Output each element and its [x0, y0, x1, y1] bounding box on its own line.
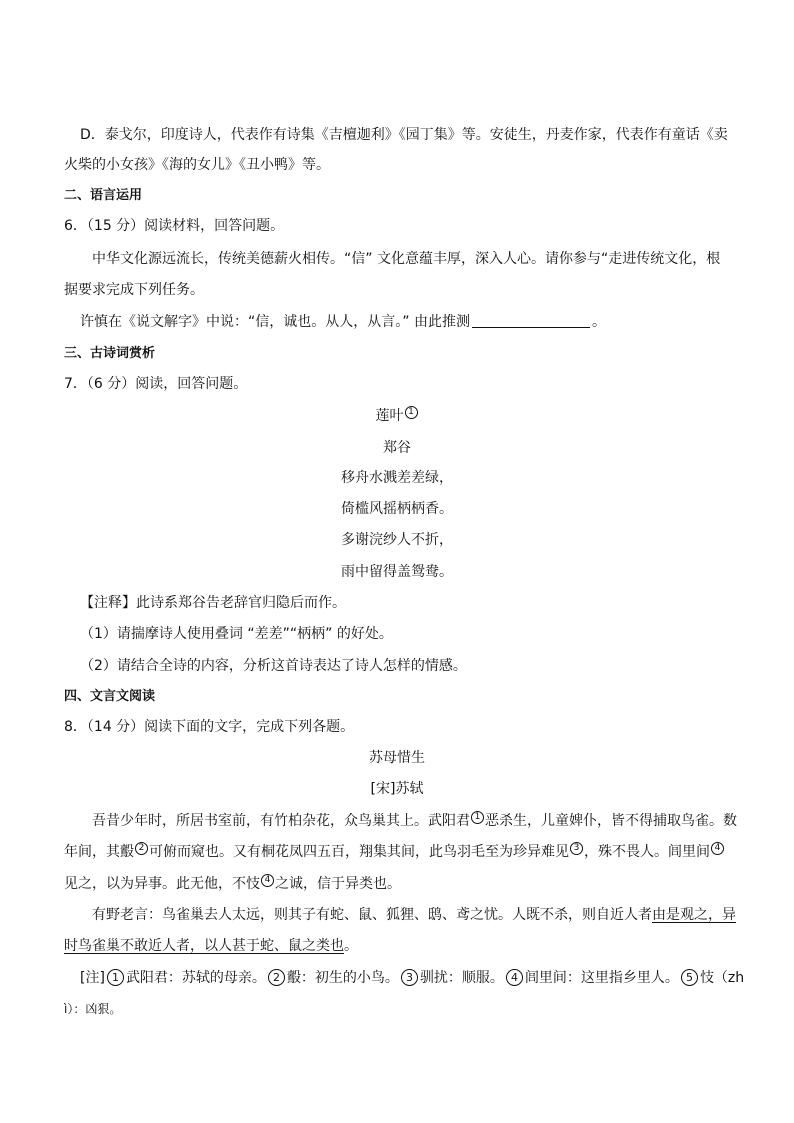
text: 吾昔少年时，所居书室前，有竹柏杂花，众鸟巢其上。武阳君	[92, 813, 470, 829]
passage-notes-line2: ì）：凶狠。	[64, 1002, 122, 1016]
passage-p1-line3	[64, 874, 401, 894]
passage-author: [宋]苏轼	[370, 781, 424, 797]
text: 之诚，信于异类也。	[275, 876, 401, 892]
footnote-marker-1: 1	[405, 406, 418, 419]
poem-line-2: 倚槛风摇柄柄香。	[341, 501, 453, 517]
text: 。	[344, 938, 358, 954]
passage-notes	[80, 968, 744, 988]
q7-sub2: （2）请结合全诗的内容，分析这首诗表达了诗人怎样的情感。	[80, 658, 467, 674]
note-text: 鷇：初生的小鸟。	[286, 970, 399, 986]
footnote-marker-4: 4	[261, 874, 274, 887]
q6-para1-line2: 据要求完成下列任务。	[64, 282, 204, 298]
poem-line-3: 多谢浣纱人不折，	[341, 532, 453, 548]
poem-line-1: 移舟水溅差差绿，	[341, 470, 453, 486]
note-marker-1: 1	[107, 969, 124, 986]
poem-line-4: 雨中留得盖鸳鸯。	[341, 564, 453, 580]
answer-blank[interactable]	[472, 313, 590, 328]
underlined-sentence: 时鸟雀巢不敢近人者，以人甚于蛇、鼠之类也	[64, 938, 344, 954]
notes-prefix: [注]	[80, 970, 105, 986]
passage-p2-line1	[92, 905, 736, 925]
note-marker-3: 3	[401, 969, 418, 986]
underlined-sentence: 由是观之，异	[652, 907, 736, 923]
footnote-marker-2: 2	[135, 842, 148, 855]
note-text: 驯扰：顺服。	[419, 970, 504, 986]
q6-task	[80, 312, 606, 332]
q6-task-suffix: 。	[591, 314, 606, 330]
footnote-marker-4: 4	[711, 842, 724, 855]
q7-stem: 7．（6 分）阅读，回答问题。	[64, 376, 248, 392]
q7-sub1: （1）请揣摩诗人使用叠词 “差差”“柄柄” 的好处。	[80, 626, 393, 642]
text: 可俯而窥也。又有桐花凤四五百，翔集其间，此鸟羽毛至为珍异难见	[149, 844, 569, 860]
passage-title: 苏母惜生	[369, 750, 425, 766]
footnote-marker-1: 1	[471, 811, 484, 824]
text: 恶杀生，儿童婢仆，皆不得捕取鸟雀。数	[485, 813, 737, 829]
note-text: 忮（zh	[699, 970, 745, 986]
section-heading-classical: 四、文言文阅读	[64, 689, 156, 704]
passage-p1-line1	[92, 811, 737, 831]
text: 有野老言：鸟雀巢去人太远，则其子有蛇、鼠、狐狸、鸱、鸢之忧。人既不杀，则自近人者	[92, 907, 652, 923]
poem-title	[0, 406, 794, 426]
passage-p1-line2	[64, 842, 725, 862]
footnote-marker-3: 3	[570, 842, 583, 855]
q5-option-d-line1: D．泰戈尔，印度诗人，代表作有诗集《吉檀迦利》《园丁集》等。安徒生，丹麦作家，代表作有童话《卖	[80, 127, 728, 143]
note-marker-4: 4	[506, 969, 523, 986]
section-heading-poetry: 三、古诗词赏析	[64, 346, 156, 361]
poem-title-text: 莲叶	[375, 408, 404, 424]
q5-option-d-line2: 火柴的小女孩》《海的女儿》《丑小鸭》等。	[64, 157, 330, 173]
section-heading-language: 二、语言运用	[64, 188, 143, 203]
text: ，殊不畏人。闾里间	[584, 844, 710, 860]
text: 见之，以为异事。此无他，不忮	[64, 876, 260, 892]
passage-p2-line2	[64, 936, 358, 956]
q8-stem: 8．（14 分）阅读下面的文字，完成下列各题。	[64, 719, 355, 735]
poem-author: 郑谷	[383, 440, 411, 456]
note-text: 闾里间：这里指乡里人。	[524, 970, 679, 986]
q6-para1-line1: 中华文化源远流长，传统美德薪火相传。“信” 文化意蕴丰厚，深入人心。请你参与“走进传统文化，根	[92, 251, 721, 267]
poem-note: 【注释】此诗系郑谷告老辞官归隐后而作。	[80, 595, 346, 611]
note-marker-2: 2	[268, 969, 285, 986]
note-text: 武阳君：苏轼的母亲。	[125, 970, 266, 986]
note-marker-5: 5	[681, 969, 698, 986]
q6-stem: 6．（15 分）阅读材料，回答问题。	[64, 218, 285, 234]
q6-task-text: 许慎在《说文解字》中说：“信，诚也。从人，从言。” 由此推测	[80, 314, 470, 330]
text: 年间，其鷇	[64, 844, 134, 860]
